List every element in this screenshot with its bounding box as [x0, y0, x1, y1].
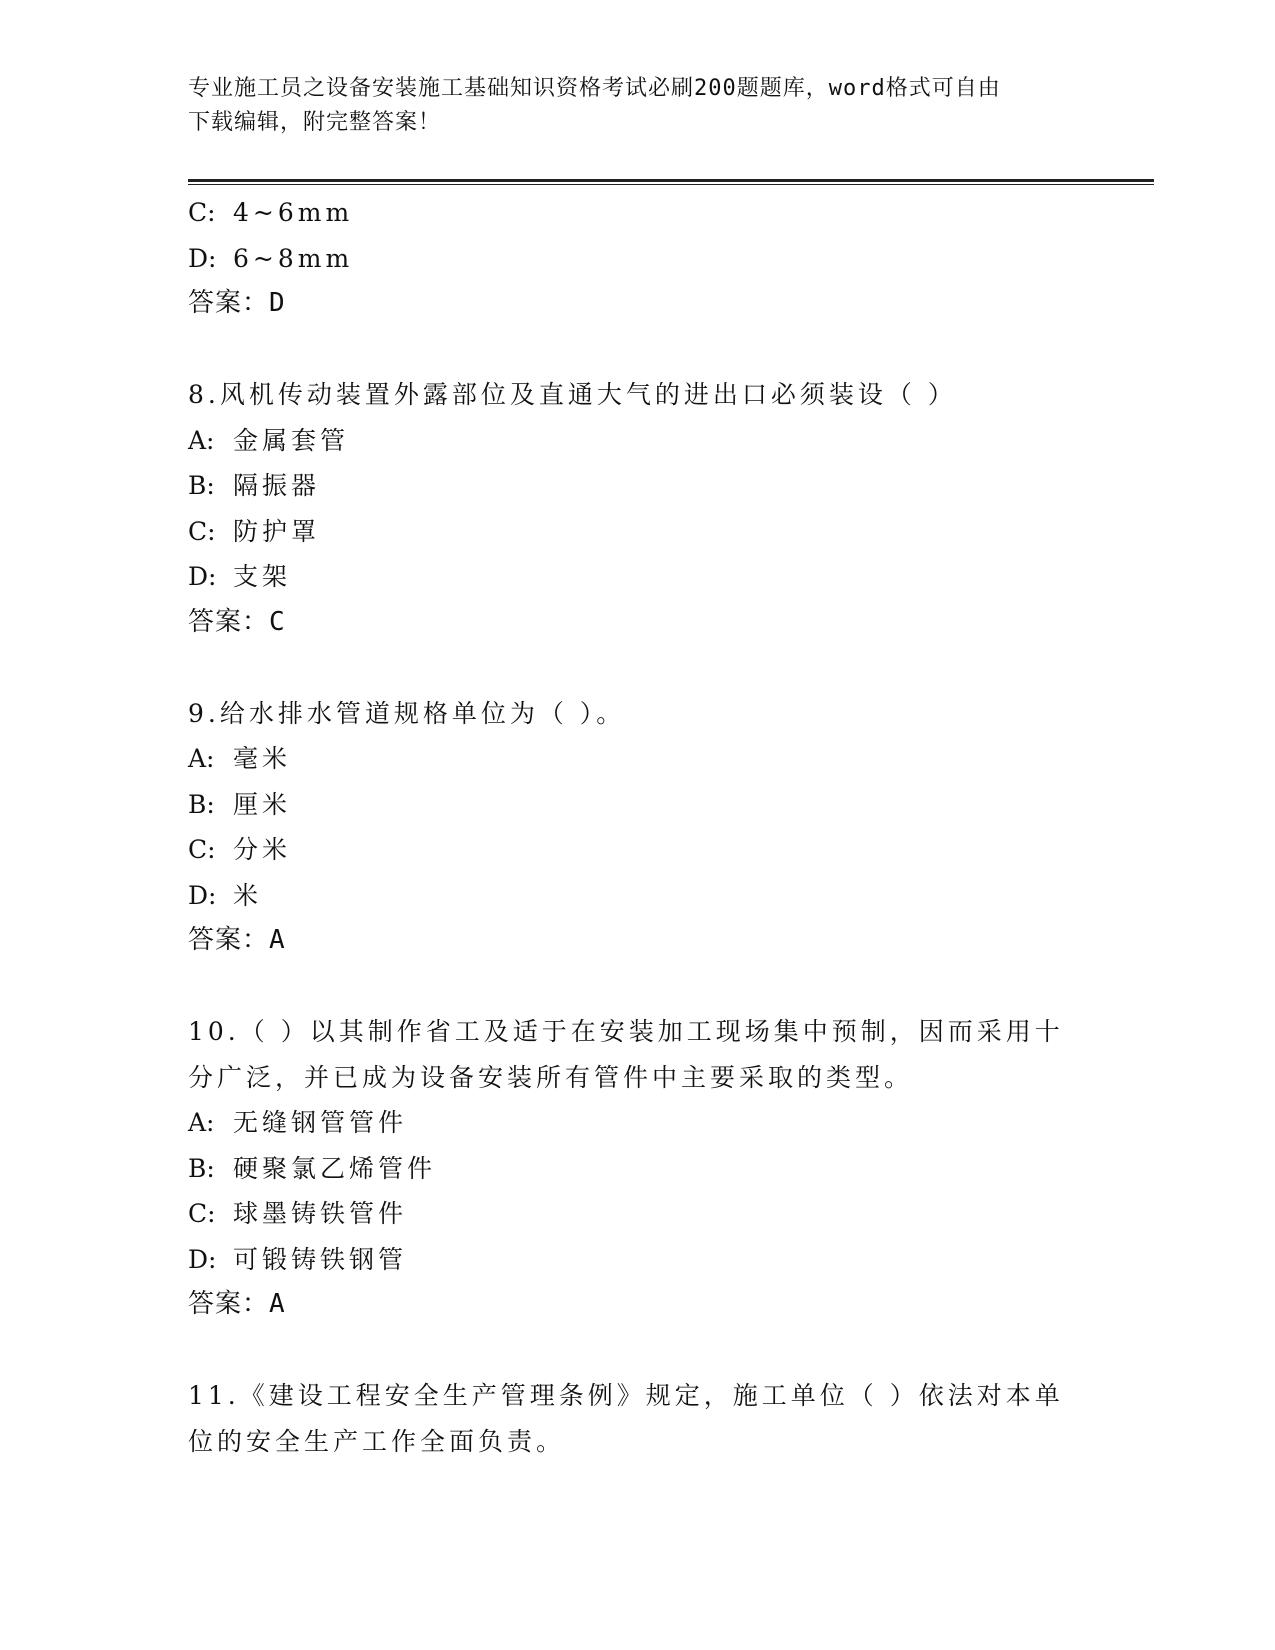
option-row: [188, 463, 1088, 509]
option-letter: A:: [188, 425, 215, 455]
option-row: [188, 1100, 1088, 1146]
answer-line: 答案：D: [188, 288, 286, 318]
option-row: [188, 782, 1088, 828]
option-letter: C:: [188, 1199, 216, 1228]
option-row: [188, 873, 1088, 919]
option-letter: D:: [188, 562, 217, 591]
option-text: 毫米: [233, 744, 292, 773]
option-row: [188, 1237, 1088, 1283]
question-text-line2: 位的安全生产工作全面负责。: [188, 1426, 566, 1456]
option-text: 支架: [233, 562, 292, 591]
option-text: 分米: [233, 835, 292, 864]
option-letter: B:: [188, 1153, 215, 1183]
option-row: [188, 236, 1088, 282]
header-title-line2: 下载编辑，附完整答案！: [188, 110, 442, 135]
option-row: [188, 190, 1088, 236]
option-row: [188, 736, 1088, 782]
header-divider-thin: [188, 184, 1154, 185]
option-letter: D:: [188, 880, 217, 910]
option-text: 无缝钢管管件: [233, 1108, 408, 1137]
option-letter: B:: [188, 789, 215, 819]
option-letter: B:: [188, 471, 215, 500]
question-list: [188, 190, 1088, 1464]
question-text-line1: 11.《建设工程安全生产管理条例》规定，施工单位（ ）依法对本单: [188, 1381, 1064, 1410]
question-text: 9.给水排水管道规格单位为（ ）。: [188, 698, 626, 728]
option-row: [188, 1146, 1088, 1192]
option-text: 球墨铸铁管件: [233, 1199, 408, 1228]
option-text: 6~8mm: [233, 243, 354, 273]
option-row: [188, 1191, 1088, 1237]
option-text: 米: [233, 880, 263, 910]
document-header: [188, 72, 1088, 140]
question-text-line1: 10.（ ）以其制作省工及适于在安装加工现场集中预制，因而采用十: [188, 1017, 1064, 1046]
answer-line: 答案：A: [188, 1289, 286, 1319]
option-text: 厘米: [233, 789, 292, 819]
option-text: 可锻铸铁钢管: [233, 1244, 408, 1274]
question-text: 8.风机传动装置外露部位及直通大气的进出口必须装设（ ）: [188, 380, 957, 409]
answer-line: 答案：C: [188, 606, 286, 637]
option-row: [188, 827, 1088, 873]
option-text: 防护罩: [233, 516, 321, 546]
header-divider-thick: [188, 179, 1154, 182]
option-letter: C:: [188, 198, 216, 227]
option-row: [188, 554, 1088, 600]
header-title-line1: 专业施工员之设备安装施工基础知识资格考试必刷200题题库，word格式可自由: [188, 76, 1001, 101]
option-text: 硬聚氯乙烯管件: [233, 1153, 437, 1183]
option-letter: C:: [188, 516, 216, 546]
option-row: [188, 418, 1088, 464]
option-letter: C:: [188, 835, 216, 864]
option-letter: A:: [188, 744, 215, 773]
option-text: 4~6mm: [233, 198, 354, 227]
option-letter: A:: [188, 1108, 215, 1137]
option-text: 隔振器: [233, 471, 321, 500]
answer-line: 答案：A: [188, 925, 286, 955]
option-letter: D:: [188, 243, 217, 273]
option-letter: D:: [188, 1244, 217, 1274]
question-text-line2: 分广泛，并已成为设备安装所有管件中主要采取的类型。: [188, 1062, 914, 1092]
option-row: [188, 509, 1088, 555]
option-text: 金属套管: [233, 425, 350, 455]
